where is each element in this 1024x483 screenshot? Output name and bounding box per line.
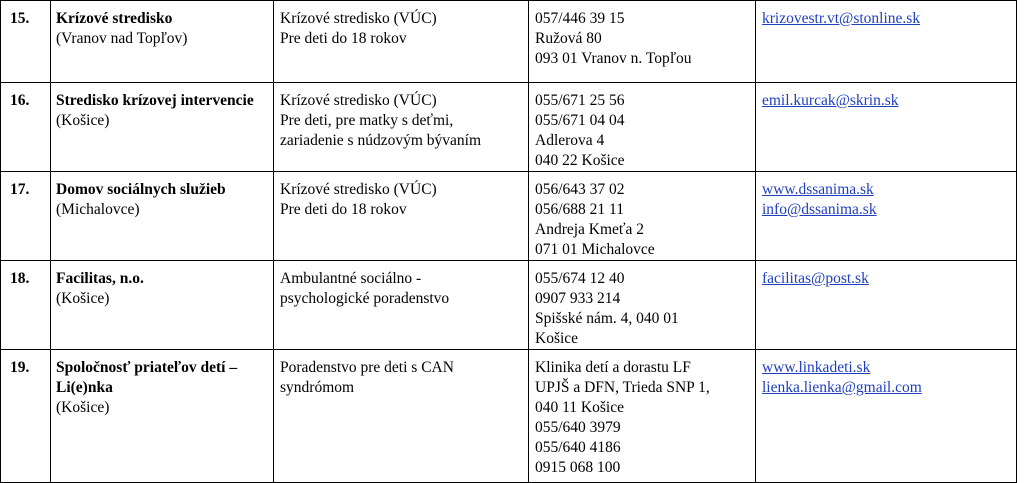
contact-cell: [529, 83, 756, 172]
service-type-cell: [274, 83, 529, 172]
organization-name: Stredisko krízovej intervencie: [56, 92, 254, 109]
contact-cell: [529, 261, 756, 350]
website-link[interactable]: www.linkadeti.sk: [762, 359, 871, 376]
contact-line: Andreja Kmeťa 2: [535, 221, 645, 238]
contact-line: 093 01 Vranov n. Topľou: [535, 50, 692, 67]
link-cell: [756, 172, 1017, 261]
service-type-line: Poradenstvo pre deti s CAN: [280, 359, 454, 376]
link-cell: [756, 83, 1017, 172]
contact-line: 040 11 Košice: [535, 399, 624, 416]
contact-line: 055/671 25 56: [535, 92, 625, 109]
email-link[interactable]: krizovestr.vt@stonline.sk: [762, 10, 921, 27]
organization-cell: [51, 83, 274, 172]
contact-line: 056/643 37 02: [535, 181, 625, 198]
contact-line: UPJŠ a DFN, Trieda SNP 1,: [535, 379, 710, 396]
contact-line: 0907 933 214: [535, 290, 621, 307]
organization-cell: [51, 172, 274, 261]
table-row: [1, 172, 1017, 261]
contact-line: 071 01 Michalovce: [535, 241, 655, 258]
organization-cell: [51, 1, 274, 83]
contact-line: Klinika detí a dorastu LF: [535, 359, 691, 376]
contact-line: 057/446 39 15: [535, 10, 625, 27]
organization-cell: [51, 350, 274, 483]
service-type-cell: [274, 1, 529, 83]
organization-name: Domov sociálnych služieb: [56, 181, 226, 198]
link-cell: [756, 261, 1017, 350]
organization-city: (Košice): [56, 290, 110, 307]
service-type-cell: [274, 261, 529, 350]
table-row: [1, 261, 1017, 350]
contact-line: 0915 068 100: [535, 459, 621, 476]
contact-cell: [529, 1, 756, 83]
contact-line: 055/671 04 04: [535, 112, 625, 129]
contact-line: 055/674 12 40: [535, 270, 625, 287]
organization-city: (Košice): [56, 112, 110, 129]
organization-city: (Michalovce): [56, 201, 140, 218]
contact-line: 056/688 21 11: [535, 201, 624, 218]
organization-cell: [51, 261, 274, 350]
service-type-line: Krízové stredisko (VÚC): [280, 92, 437, 109]
service-type-cell: [274, 172, 529, 261]
service-type-line: syndrómom: [280, 379, 355, 396]
contact-line: Spišské nám. 4, 040 01: [535, 310, 679, 327]
contact-line: Ružová 80: [535, 30, 602, 47]
table-row: [1, 83, 1017, 172]
link-cell: [756, 1, 1017, 83]
organization-city: (Košice): [56, 399, 110, 416]
email-link[interactable]: emil.kurcak@skrin.sk: [762, 92, 899, 109]
service-type-line: Pre deti do 18 rokov: [280, 201, 407, 218]
table-row: [1, 350, 1017, 483]
row-number: 15.: [1, 1, 51, 83]
website-link[interactable]: www.dssanima.sk: [762, 181, 874, 198]
service-type-line: Pre deti, pre matky s deťmi,: [280, 112, 454, 129]
row-number: 19.: [1, 350, 51, 483]
contact-line: 040 22 Košice: [535, 152, 625, 169]
email-link[interactable]: facilitas@post.sk: [762, 270, 869, 287]
organization-city: (Vranov nad Topľov): [56, 30, 188, 47]
contact-cell: [529, 172, 756, 261]
contact-line: Košice: [535, 330, 579, 347]
organization-name: Facilitas, n.o.: [56, 270, 144, 287]
contact-cell: [529, 350, 756, 483]
organization-name: Krízové stredisko: [56, 10, 173, 27]
contact-line: 055/640 3979: [535, 419, 621, 436]
service-type-cell: [274, 350, 529, 483]
organization-name: Spoločnosť priateľov detí – Li(e)nka: [56, 359, 238, 396]
contact-line: 055/640 4186: [535, 439, 621, 456]
service-type-line: zariadenie s núdzovým bývaním: [280, 132, 482, 149]
service-type-line: Krízové stredisko (VÚC): [280, 181, 437, 198]
email-link[interactable]: lienka.lienka@gmail.com: [762, 379, 922, 396]
table-row: [1, 1, 1017, 83]
contact-line: Adlerova 4: [535, 132, 605, 149]
service-type-line: Krízové stredisko (VÚC): [280, 10, 437, 27]
service-type-line: Ambulantné sociálno -: [280, 270, 422, 287]
row-number: 17.: [1, 172, 51, 261]
row-number: 16.: [1, 83, 51, 172]
link-cell: [756, 350, 1017, 483]
service-type-line: psychologické poradenstvo: [280, 290, 450, 307]
service-type-line: Pre deti do 18 rokov: [280, 30, 407, 47]
row-number: 18.: [1, 261, 51, 350]
email-link[interactable]: info@dssanima.sk: [762, 201, 877, 218]
